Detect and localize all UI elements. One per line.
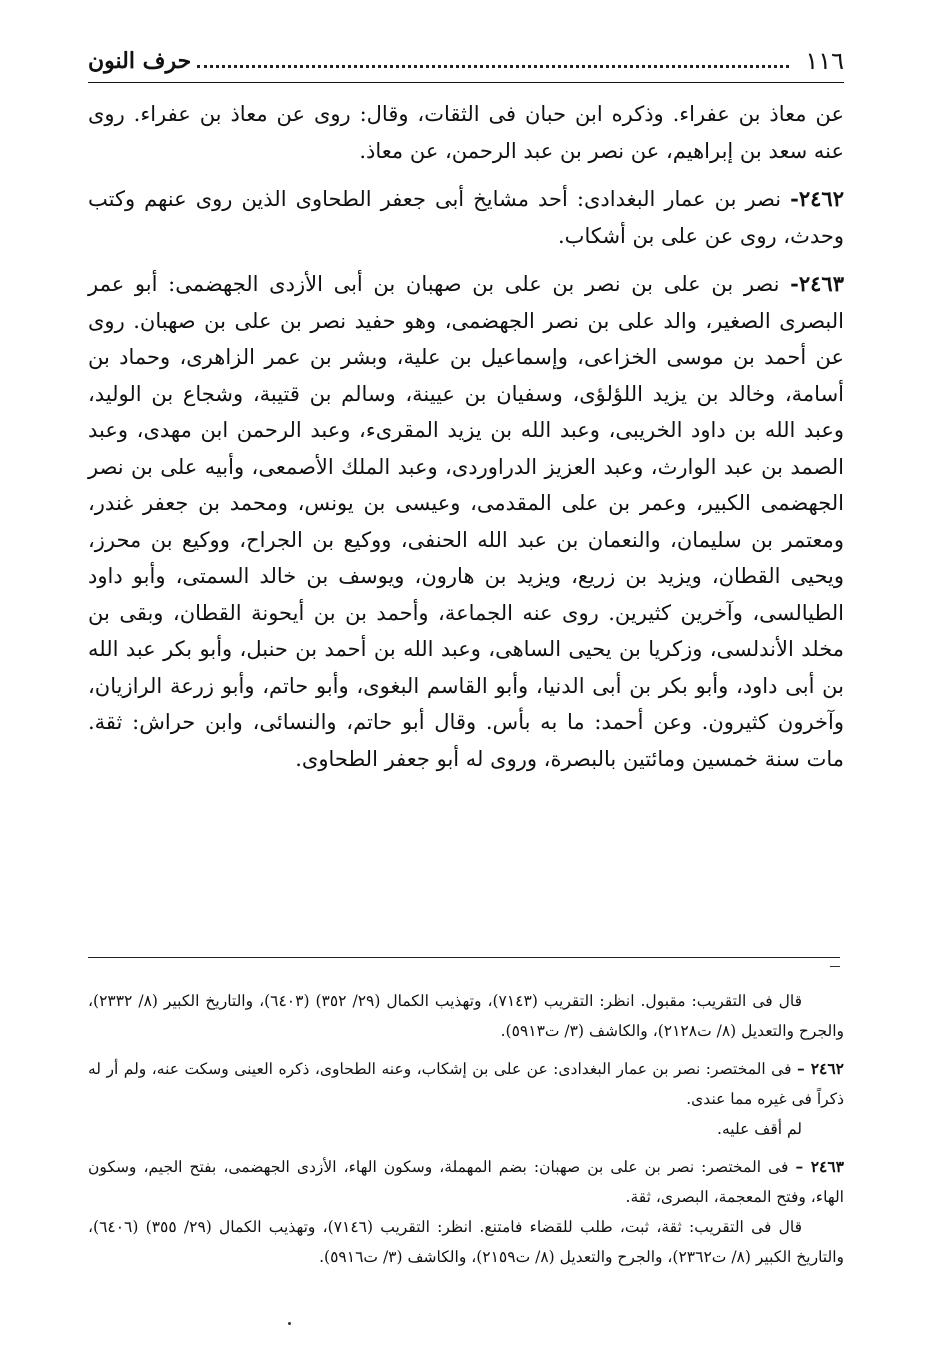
footnote-number: ٢٤٦٣ – — [795, 1157, 844, 1176]
entry-number: ٢٤٦٣- — [790, 271, 844, 296]
entry-text: نصر بن عمار البغدادى: أحد مشايخ أبى جعفر الطحاوى الذين روى عنهم وكتب وحدث، روى عن على بن أشكاب. — [88, 187, 844, 248]
header-dot-leader — [197, 65, 789, 68]
header-rule — [88, 82, 844, 83]
footnote-number: ٢٤٦٢ – — [796, 1059, 844, 1078]
footnote-text: قال فى التقريب: ثقة، ثبت، طلب للقضاء فامتنع. انظر: التقريب (٧١٤٦)، وتهذيب الكمال (٢٩/ ٣٥٥) (٦٤٠٦)، والتاريخ الكبير (٨/ ت٢٣٦٢)، والجرح والتعديل (٨/ ت٢١٥٩)، والكاشف (٣/ ت٥٩١٦). — [88, 1218, 844, 1266]
footnote-separator — [88, 957, 840, 958]
footnote-text: لم أقف عليه. — [717, 1120, 802, 1138]
body-paragraph — [88, 266, 844, 777]
footnote-text: فى المختصر: نصر بن عمار البغدادى: عن على بن إشكاب، وعنه الطحاوى، ذكره العينى وسكت عنه، ولم أر له ذكراً فى غيره مما عندى. — [88, 1060, 844, 1108]
body-paragraph — [88, 96, 844, 169]
footnotes — [88, 986, 844, 1280]
entry-text: عن معاذ بن عفراء. وذكره ابن حبان فى الثقات، وقال: روى عن معاذ بن عفراء. روى عنه سعد بن إبراهيم، عن نصر بن عبد الرحمن، عن معاذ. — [88, 102, 844, 163]
footnote-text: قال فى التقريب: مقبول. انظر: التقريب (٧١٤٣)، وتهذيب الكمال (٢٩/ ٣٥٢) (٦٤٠٣)، والتاريخ الكبير (٨/ ٢٣٣٢)، والجرح والتعديل (٨/ ت٢١٢٨)، والكاشف (٣/ ت٥٩١٣). — [88, 992, 844, 1040]
speck — [288, 1322, 291, 1325]
footnote — [88, 1152, 844, 1272]
footnote-text: فى المختصر: نصر بن على بن صهبان: بضم المهملة، وسكون الهاء، الأزدى الجهضمى، بفتح الجيم، وسكون الهاء، وفتح المعجمة، البصرى، ثقة. — [88, 1158, 844, 1206]
main-text — [88, 96, 844, 789]
page-number: ١١٦ — [805, 47, 844, 75]
running-title: حرف النون — [88, 48, 192, 74]
footnote — [88, 1054, 844, 1144]
body-paragraph — [88, 181, 844, 254]
running-header — [88, 44, 844, 78]
entry-number: ٢٤٦٢- — [790, 186, 844, 211]
footnote — [88, 986, 844, 1046]
footnote-mark — [830, 966, 840, 967]
entry-text: نصر بن على بن نصر بن على بن صهبان بن أبى الأزدى الجهضمى: أبو عمر البصرى الصغير، والد على بن نصر الجهضمى، وهو حفيد نصر بن على بن صهبان. روى عن أحمد بن موسى الخزاعى، وإسماعيل بن علية، وبشر بن عمر الزاهرى، وحماد بن أسامة، وخالد بن يزيد اللؤلؤى، وسفيان بن عيينة، وسالم بن قتيبة، وشجاع بن الوليد، وعبد الله بن داود الخريبى، وعبد الله بن يزيد المقرىء، وعبد الرحمن ابن مهدى، وعبد الصمد بن عبد الوارث، وعبد العزيز الدراوردى، وعبد الملك الأصمعى، وأبيه على بن نصر الجهضمى الكبير، وعمر بن على المقدمى، وعيسى بن يونس، ومحمد بن جعفر غندر، ومعتمر بن سليمان، والنعمان بن عبد الله الحنفى، ووكيع بن الجراح، ووكيع بن محرز، ويحيى القطان، ويزيد بن زريع، ويزيد بن هارون، ويوسف بن خالد السمتى، وأبو داود الطيالسى، وآخرين كثيرين. روى عنه الجماعة، وأحمد بن بن أيحونة القطان، وبقى بن مخلد الأندلسى، وزكريا بن يحيى الساهى، وعبد الله بن أحمد بن حنبل، وأبو بكر عبد الله بن أبى داود، وأبو بكر بن أبى الدنيا، وأبو القاسم البغوى، وأبو حاتم، وأبو زرعة الرازيان، وآخرون كثيرون. وعن أحمد: ما به بأس. وقال أبو حاتم، والنسائى، وابن حراش: ثقة. مات سنة خمسين ومائتين بالبصرة، وروى له أبو جعفر الطحاوى. — [88, 272, 844, 771]
